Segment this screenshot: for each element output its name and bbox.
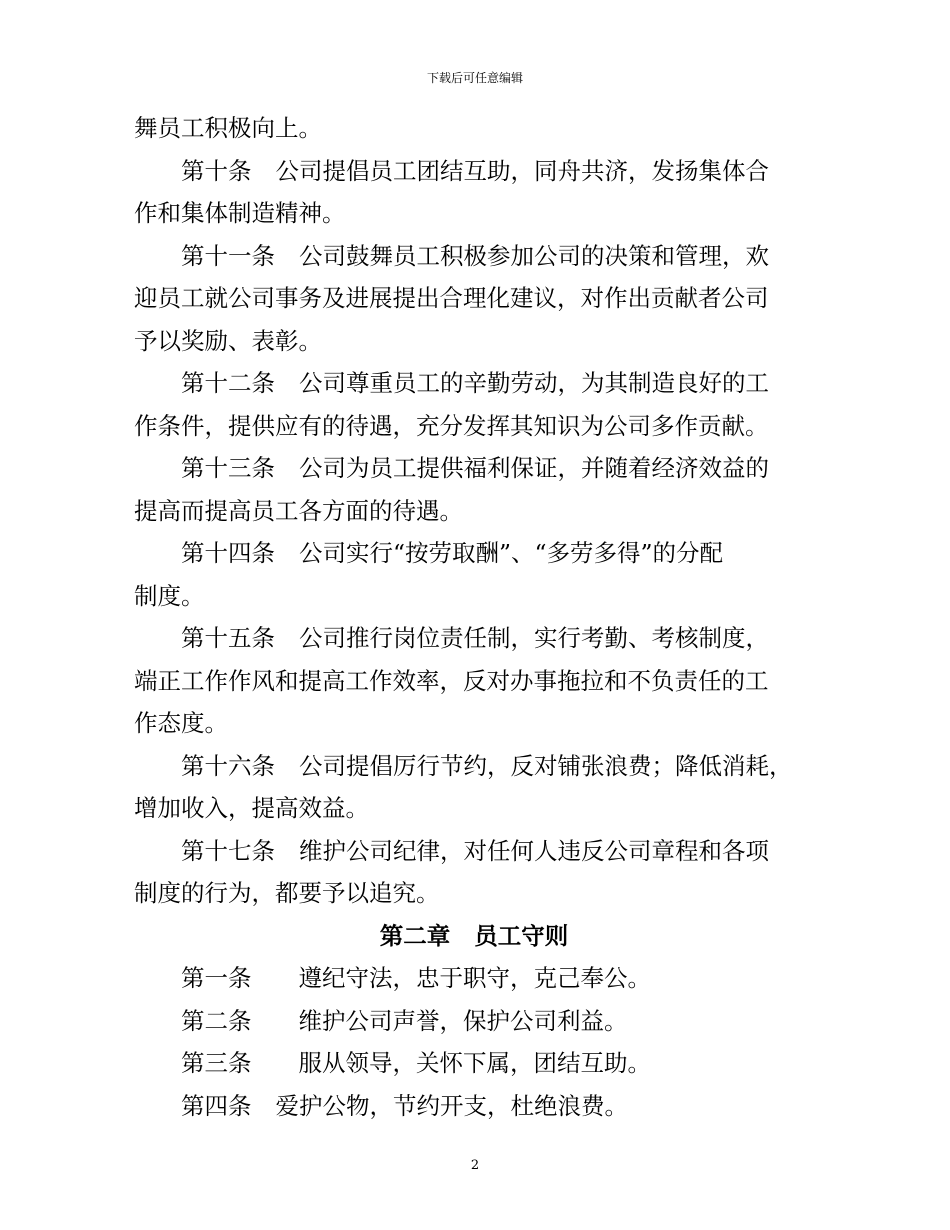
article-text: 公司提倡厉行节约，反对铺张浪费；降低消耗，	[299, 751, 793, 780]
rule-2	[134, 1000, 824, 1043]
page-header: 下载后可任意编辑	[426, 71, 523, 85]
rule-number: 第一条	[181, 964, 252, 992]
rule-text: 爱护公物，节约开支，杜绝浪费。	[275, 1091, 628, 1120]
rule-1	[134, 957, 824, 1000]
text-line: 作态度。	[134, 709, 228, 737]
rule-number: 第三条	[181, 1049, 252, 1077]
chapter-title: 员工守则	[474, 921, 569, 950]
article-number: 第十条	[181, 156, 252, 185]
text-line: 增加收入，提高效益。	[134, 794, 369, 822]
article-number: 第十七条	[181, 836, 275, 865]
page-number: 2	[470, 1158, 480, 1173]
article-number: 第十五条	[181, 624, 275, 652]
chapter-heading	[134, 915, 824, 958]
article-number: 第十六条	[181, 751, 275, 780]
article-number: 第十三条	[181, 454, 275, 482]
article-text: 公司推行岗位责任制，实行考勤、考核制度，	[299, 624, 769, 652]
rule-text: 服从领导，关怀下属，团结互助。	[298, 1049, 651, 1077]
article-number: 第十四条	[181, 539, 275, 567]
text-line: 作和集体制造精神。	[134, 199, 346, 227]
article-number: 第十二条	[181, 369, 275, 397]
rule-4	[134, 1085, 824, 1128]
text-line: 制度的行为，都要予以追究。	[134, 879, 440, 907]
article-text: 公司提倡员工团结互助，同舟共济，发扬集体合	[275, 156, 769, 185]
article-12	[134, 362, 824, 405]
text-line: 作条件，提供应有的待遇，充分发挥其知识为公司多作贡献。	[134, 411, 769, 440]
article-13	[134, 447, 824, 490]
text-line: 予以奖励、表彰。	[134, 326, 322, 355]
article-16	[134, 745, 824, 788]
article-text: 维护公司纪律，对任何人违反公司章程和各项	[299, 836, 769, 865]
article-text: 公司为员工提供福利保证，并随着经济效益的	[299, 454, 769, 482]
rule-text: 维护公司声誉，保护公司利益。	[298, 1006, 628, 1035]
article-15	[134, 617, 824, 660]
text-line: 提高而提高员工各方面的待遇。	[134, 496, 463, 525]
article-11	[134, 235, 824, 278]
article-10	[134, 150, 824, 193]
article-17	[134, 830, 824, 873]
text-line: 端正工作作风和提高工作效率，反对办事拖拉和不负责任的工	[134, 666, 769, 695]
article-text: 公司实行“按劳取酬”、“多劳多得”的分配	[299, 539, 724, 567]
rule-number: 第四条	[181, 1091, 252, 1120]
text-line: 迎员工就公司事务及进展提出合理化建议，对作出贡献者公司	[134, 284, 769, 312]
document-body	[134, 107, 824, 1127]
text-line: 舞员工积极向上。	[134, 114, 322, 142]
chapter-number: 第二章	[379, 921, 451, 950]
rule-text: 遵纪守法，忠于职守，克己奉公。	[298, 964, 651, 992]
article-text: 公司鼓舞员工积极参加公司的决策和管理，欢	[299, 241, 769, 270]
rule-number: 第二条	[181, 1006, 252, 1035]
text-line: 制度。	[134, 581, 205, 610]
article-text: 公司尊重员工的辛勤劳动，为其制造良好的工	[299, 369, 769, 397]
article-14	[134, 532, 824, 575]
rule-3	[134, 1042, 824, 1085]
article-number: 第十一条	[181, 241, 275, 270]
